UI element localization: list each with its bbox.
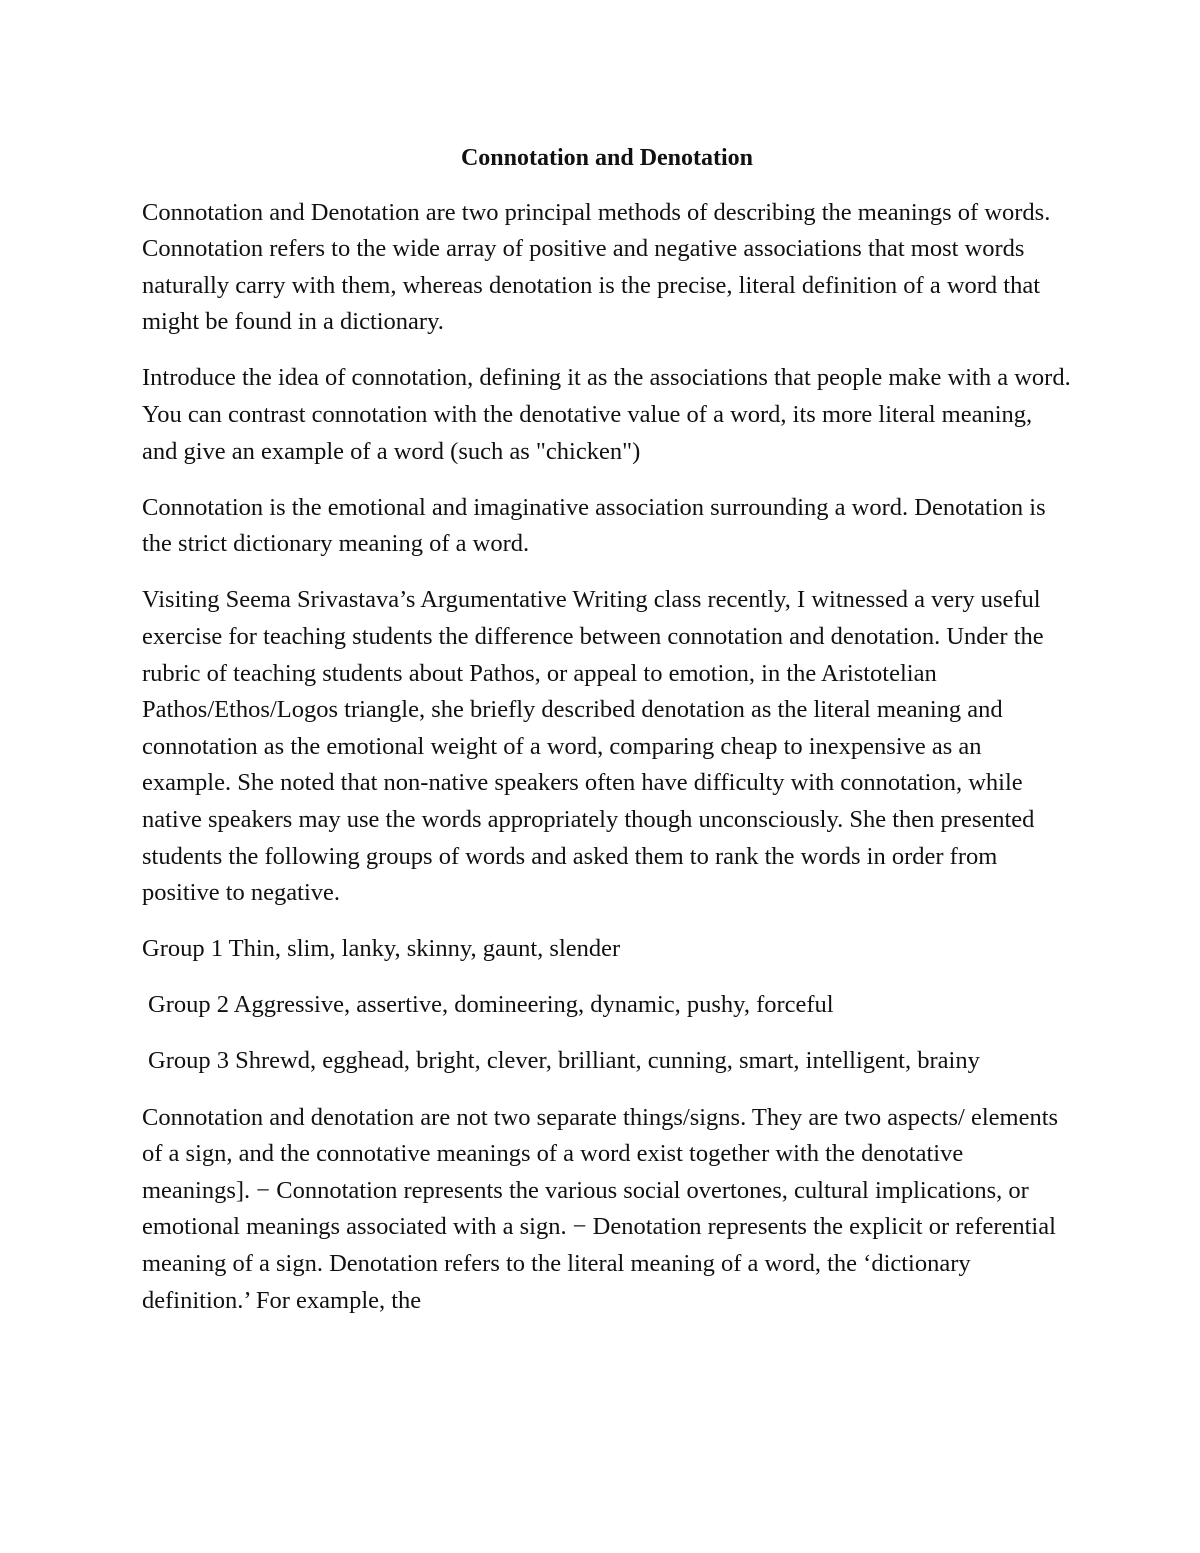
paragraph-classroom-exercise: Visiting Seema Srivastava’s Argumentative Writing class recently, I witnessed a very useful exercise for teaching students the difference between connotation and denotation. Under the rubric of teaching students about Pathos, or appeal to emotion, in the Aristotelian Pathos/Ethos/Logos triangle, she briefly described denotation as the literal meaning and connotation as the emotional weight of a word, comparing cheap to inexpensive as an example. She noted that non-native speakers often have difficulty with connotation, while native speakers may use the words appropriately though unconsciously. She then presented students the following groups of words and asked them to rank the words in order from positive to negative.: [142, 586, 1044, 907]
paragraph-definitions: Connotation is the emotional and imaginative association surrounding a word. Denotation is the strict dictionary meaning of a word.: [142, 493, 1046, 558]
paragraph-group-3: Group 3 Shrewd, egghead, bright, clever, brilliant, cunning, smart, intelligent, brainy: [148, 1047, 980, 1075]
paragraph-group-1: Group 1 Thin, slim, lanky, skinny, gaunt, slender: [142, 935, 621, 963]
paragraph-introduce-connotation: Introduce the idea of connotation, defining it as the associations that people make with a word. You can contrast connotation with the denotative value of a word, its more literal meaning, and give an example of a word (such as "chicken"): [142, 364, 1071, 465]
document-body: [142, 140, 1072, 1339]
paragraph-signs: Connotation and denotation are not two separate things/signs. They are two aspects/ elements of a sign, and the connotative meanings of a word exist together with the denotative meanings]. − Connotation represents the various social overtones, cultural implications, or emotional meanings associated with a sign. − Denotation represents the explicit or referential meaning of a sign. Denotation refers to the literal meaning of a word, the ‘dictionary definition.’ For example, the: [142, 1103, 1059, 1314]
document-title: Connotation and Denotation: [460, 145, 754, 171]
paragraph-intro: Connotation and Denotation are two principal methods of describing the meanings of words. Connotation refers to the wide array of positive and negative associations that most words naturally carry with them, whereas denotation is the precise, literal definition of a word that might be found in a dictionary.: [142, 198, 1051, 336]
paragraph-group-2: Group 2 Aggressive, assertive, domineering, dynamic, pushy, forceful: [148, 991, 834, 1019]
